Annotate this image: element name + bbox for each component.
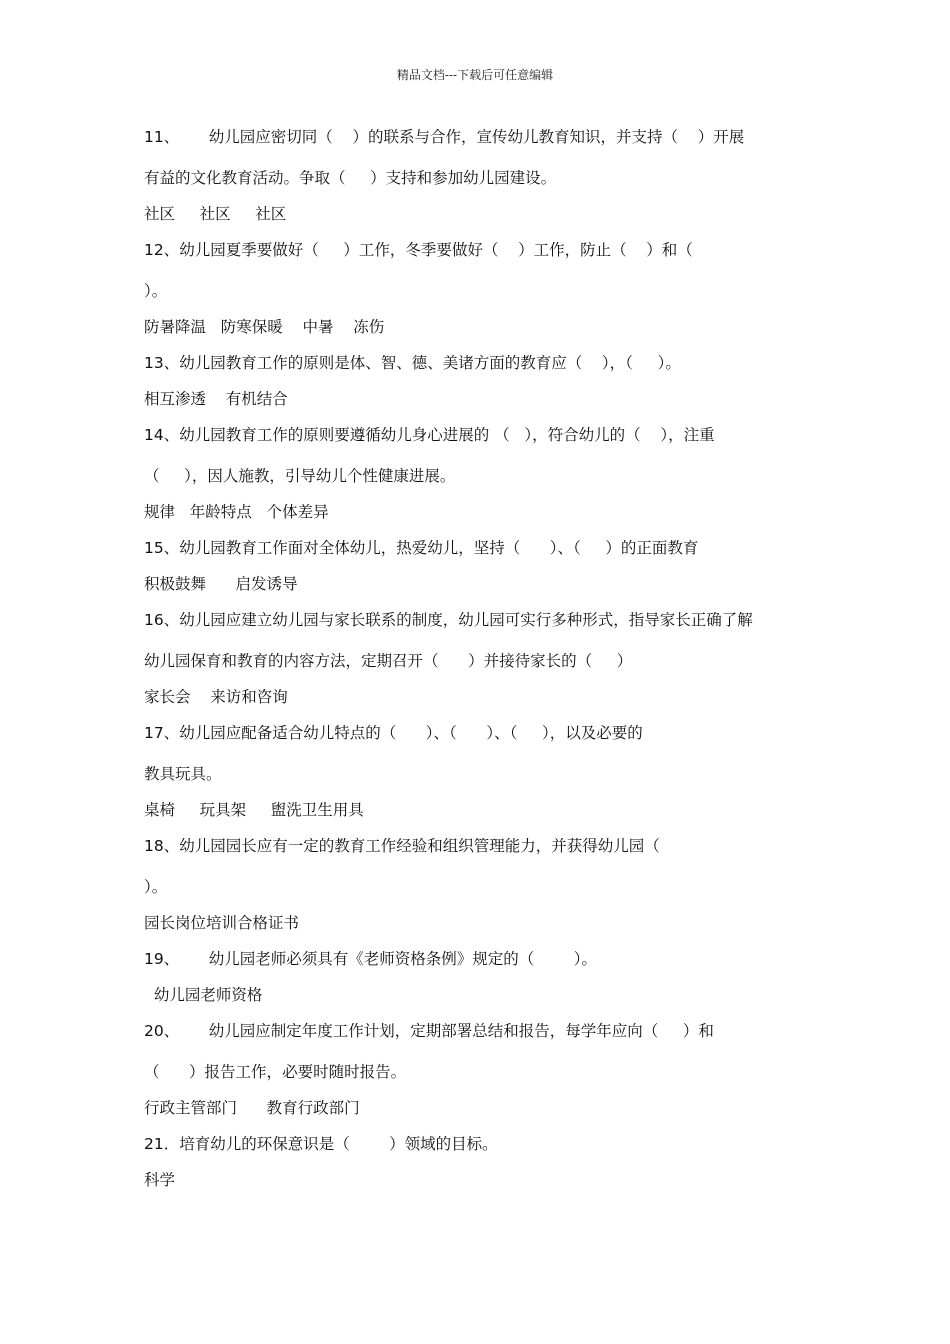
answer-line: 园长岗位培训合格证书 — [144, 914, 300, 932]
question-line: 15、幼儿园教育工作面对全体幼儿，热爱幼儿，坚持（ ）、（ ）的正面教育 — [144, 539, 699, 557]
question-line: 教具玩具。 — [144, 765, 222, 783]
answer-line: 积极鼓舞 启发诱导 — [144, 575, 298, 593]
answer-line: 科学 — [144, 1171, 176, 1189]
question-line: 18、幼儿园园长应有一定的教育工作经验和组织管理能力，并获得幼儿园（ — [144, 837, 660, 855]
answer-line: 防暑降温 防寒保暖 中暑 冻伤 — [144, 318, 385, 336]
question-line: 20、 幼儿园应制定年度工作计划，定期部署总结和报告，每学年应向（ ）和 — [144, 1022, 714, 1040]
question-line: （ ），因人施教，引导幼儿个性健康进展。 — [144, 467, 456, 485]
question-line: 幼儿园保育和教育的内容方法，定期召开（ ）并接待家长的（ ） — [144, 652, 633, 670]
question-line: 13、幼儿园教育工作的原则是体、智、德、美诸方面的教育应（ ），（ ）。 — [144, 354, 681, 372]
question-line: 有益的文化教育活动。争取（ ）支持和参加幼儿园建设。 — [144, 169, 557, 187]
question-line: 19、 幼儿园老师必须具有《老师资格条例》规定的（ ）。 — [144, 950, 597, 968]
question-line: 16、幼儿园应建立幼儿园与家长联系的制度，幼儿园可实行多种形式，指导家长正确了解 — [144, 611, 753, 629]
question-line: （ ）报告工作，必要时随时报告。 — [144, 1063, 407, 1081]
answer-line: 相互渗透 有机结合 — [144, 390, 288, 408]
question-line: 14、幼儿园教育工作的原则要遵循幼儿身心进展的 （ ），符合幼儿的（ ），注重 — [144, 426, 715, 444]
answer-line: 行政主管部门 教育行政部门 — [144, 1099, 360, 1117]
question-line: ）。 — [144, 282, 168, 300]
answer-line: 幼儿园老师资格 — [144, 986, 263, 1004]
question-line: 11、 幼儿园应密切同（ ）的联系与合作，宣传幼儿教育知识，并支持（ ）开展 — [144, 128, 745, 146]
answer-line: 社区 社区 社区 — [144, 205, 287, 223]
answer-line: 家长会 来访和咨询 — [144, 688, 288, 706]
page-header: 精品文档---下载后可任意编辑 — [396, 68, 554, 82]
question-line: ）。 — [144, 878, 168, 896]
answer-line: 规律 年龄特点 个体差异 — [144, 503, 329, 521]
question-line: 17、幼儿园应配备适合幼儿特点的（ ）、（ ）、（ ），以及必要的 — [144, 724, 643, 742]
question-line: 12、幼儿园夏季要做好（ ）工作，冬季要做好（ ）工作，防止（ ）和（ — [144, 241, 693, 259]
answer-line: 桌椅 玩具架 盥洗卫生用具 — [144, 801, 364, 819]
question-line: 21．培育幼儿的环保意识是（ ）领域的目标。 — [144, 1135, 498, 1153]
